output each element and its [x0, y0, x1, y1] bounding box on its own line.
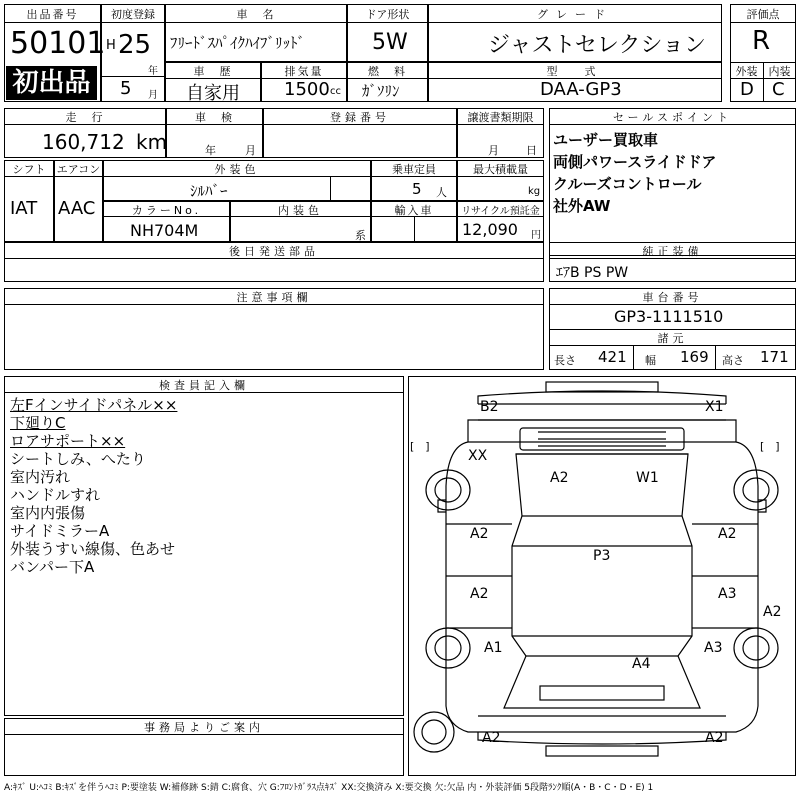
ac-label: エアコン [56, 163, 101, 176]
inspection-month-unit: 月 [245, 144, 256, 157]
selling-points-label: セールスポイント [612, 111, 732, 124]
damage-a4: A4 [632, 656, 651, 672]
history-label: 車 歴 [193, 65, 233, 78]
legend-footer: A:ｷｽﾞ U:ﾍｺﾐ B:ｷｽﾞを伴うﾍｺﾐ P:要塗装 W:補修跡 S:錆 C:腐食、穴 G:ﾌﾛﾝﾄｶﾞﾗｽ点ｷｽﾞ XX:交換済み X:要交換 欠:欠品 内・外装評価 5段階ﾗﾝｸ順(A・B・C・D・E) 1 [4, 783, 654, 793]
transfer-label: 譲渡書類期限 [467, 111, 534, 124]
color: ｼﾙﾊﾞｰ [190, 182, 228, 200]
damage-a2-side: A2 [763, 604, 782, 620]
selling-point: クルーズコントロール [553, 175, 702, 193]
shift-label: シフト [12, 163, 46, 176]
recycle-label: リサイクル預託金 [461, 206, 540, 217]
caution-label: 注意事項欄 [236, 291, 312, 304]
length-label: 長さ [554, 354, 576, 367]
inspector-label: 検査員記入欄 [159, 379, 249, 392]
selling-point: 両側パワースライドドア [553, 153, 717, 171]
shift: IAT [10, 198, 38, 219]
inspection-year-unit: 年 [205, 144, 216, 157]
color-no-label: カラーNo. [131, 204, 202, 217]
genuine: ｴｱB PS PW [556, 265, 629, 281]
transfer-day-unit: 日 [526, 144, 537, 157]
color-no: NH704M [130, 221, 199, 240]
note-line: ロアサポート×× [10, 432, 126, 450]
car-outline [408, 376, 796, 776]
import-label: 輸入車 [394, 204, 434, 217]
length: 421 [598, 348, 627, 366]
first-reg-label: 初度登録 [111, 8, 155, 21]
transfer-month-unit: 月 [488, 144, 499, 157]
grade-label: グレード [537, 8, 613, 21]
width: 169 [680, 348, 709, 366]
load-unit: kg [528, 186, 541, 197]
interior-color-label: 内装色 [278, 204, 323, 217]
mileage-unit: km [136, 130, 168, 154]
damage-a2-rl: A2 [470, 586, 489, 602]
model-label: 型 式 [546, 65, 604, 78]
exterior-label: 外装 [735, 65, 758, 78]
displacement-unit: cc [330, 86, 341, 97]
damage-xx: XX [468, 448, 488, 464]
damage-p3: P3 [593, 548, 611, 564]
reg-number-label: 登録番号 [330, 111, 390, 124]
fuel-label: 燃 料 [368, 65, 407, 78]
score: R [752, 26, 771, 56]
grade: ジャストセレクション [488, 33, 707, 58]
damage-a2-bl: A2 [482, 730, 501, 746]
damage-a2-fl: A2 [470, 526, 489, 542]
bracket-right: [ ] [760, 440, 780, 453]
damage-a2-br: A2 [705, 730, 724, 746]
capacity-label: 乗車定員 [392, 163, 436, 176]
note-line: シートしみ、へたり [10, 450, 146, 468]
interior-grade: C [772, 79, 785, 100]
damage-a2-fr: A2 [718, 526, 737, 542]
note-line: 左Fインサイドパネル×× [10, 396, 178, 414]
dims-label: 諸元 [657, 332, 688, 345]
doors-label: ドア形状 [365, 8, 410, 21]
note-line: ハンドルすれ [10, 486, 101, 504]
office-label: 事務局よりご案内 [144, 721, 264, 734]
recycle: 12,090 [462, 220, 518, 239]
width-label: 幅 [645, 354, 656, 367]
capacity: 5 [412, 180, 422, 198]
note-line: バンパー下A [10, 558, 95, 576]
first-listing-badge: 初出品 [6, 66, 97, 100]
year: 25 [118, 30, 152, 60]
chassis-label: 車台番号 [642, 291, 703, 304]
history: 自家用 [186, 83, 240, 104]
mileage: 160,712 [42, 130, 125, 154]
damage-a1: A1 [484, 640, 503, 656]
score-label: 評価点 [746, 8, 780, 21]
note-line: 下廻りC [10, 414, 66, 432]
fuel: ｶﾞｿﾘﾝ [362, 82, 400, 100]
capacity-unit: 人 [436, 186, 447, 199]
damage-a3: A3 [704, 640, 723, 656]
model: DAA-GP3 [540, 79, 622, 100]
interior-label: 内装 [768, 65, 791, 78]
damage-w1: W1 [636, 470, 659, 486]
name-label: 車 名 [236, 8, 276, 21]
inspector-notes [10, 396, 177, 576]
recycle-unit: 円 [531, 230, 541, 241]
note-line: 室内汚れ [10, 468, 71, 486]
inspection-label: 車 検 [195, 111, 234, 124]
car-name: ﾌﾘｰﾄﾞｽﾊﾟｲｸﾊｲﾌﾞﾘｯﾄﾞ [170, 34, 306, 52]
color-label: 外装色 [214, 163, 260, 176]
note-line: サイドミラーA [10, 522, 110, 540]
chassis: GP3-1111510 [614, 307, 724, 326]
damage-a2-hood: A2 [550, 470, 569, 486]
year-unit: 年 [148, 66, 158, 77]
displacement-label: 排気量 [284, 65, 324, 78]
later-parts-label: 後日発送部品 [229, 245, 319, 258]
lot-number: 50101 [10, 26, 106, 61]
mileage-label: 走 行 [65, 111, 105, 124]
damage-a3-rr: A3 [718, 586, 737, 602]
lot-number-label: 出品番号 [26, 8, 79, 21]
doors: 5W [372, 30, 408, 55]
selling-point: 社外AW [553, 197, 611, 215]
displacement: 1500 [284, 79, 330, 100]
interior-color-unit: 系 [355, 229, 366, 242]
month: 5 [120, 78, 132, 99]
ac: AAC [58, 198, 96, 219]
height-label: 高さ [722, 354, 744, 367]
selling-point: ユーザー買取車 [553, 131, 659, 149]
exterior-grade: D [740, 79, 754, 100]
height: 171 [760, 348, 789, 366]
genuine-label: 純正装備 [642, 245, 703, 258]
bracket-left: [ ] [410, 440, 430, 453]
month-unit: 月 [148, 90, 158, 101]
note-line: 外装うすい線傷、色あせ [10, 540, 176, 558]
era: H [106, 38, 116, 53]
damage-x1: X1 [705, 399, 724, 415]
selling-points-list [553, 129, 716, 217]
note-line: 室内内張傷 [10, 504, 86, 522]
load-label: 最大積載量 [473, 163, 528, 176]
damage-b2: B2 [480, 399, 499, 415]
